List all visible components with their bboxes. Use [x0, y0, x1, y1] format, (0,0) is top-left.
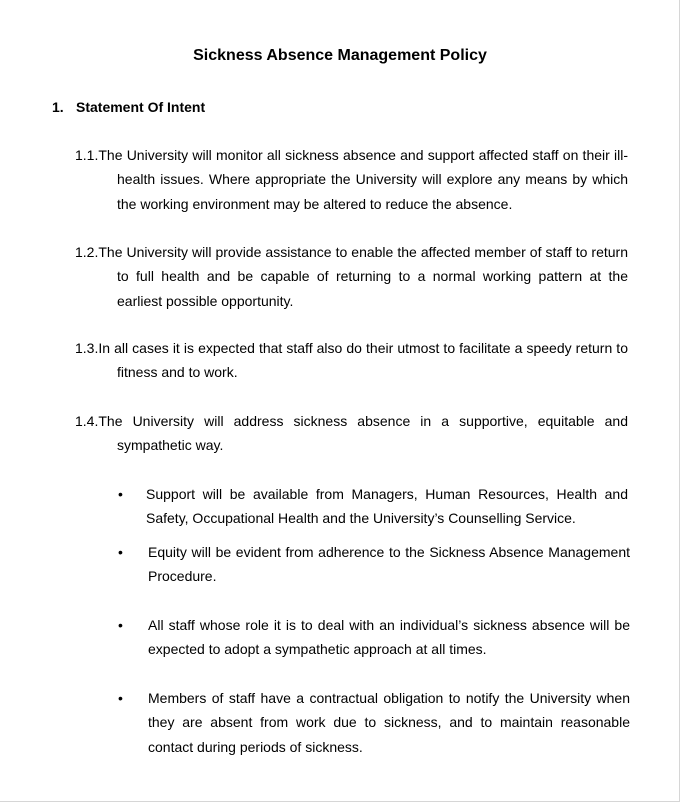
paragraph-number: 1.4. [75, 413, 99, 429]
section-number: 1. [52, 99, 64, 115]
bullet-text: Support will be available from Managers, Human Resources, Health and Safety, Occupational Health and the University’s Counselling Service. [146, 486, 628, 527]
bullet-item [118, 686, 630, 759]
paragraph-1-3 [75, 336, 628, 385]
bullet-icon: • [118, 690, 123, 706]
paragraph-1-1 [75, 143, 628, 216]
paragraph-1-4 [75, 409, 628, 458]
paragraph-number: 1.3. [75, 340, 99, 356]
document-title: Sickness Absence Management Policy [193, 47, 487, 64]
paragraph-number: 1.2. [75, 244, 99, 260]
paragraph-text: The University will provide assistance to enable the affected member of staff to return to full health and be capable of returning to a normal working pattern at the earliest possible opportunity. [98, 244, 628, 309]
paragraph-text: In all cases it is expected that staff also do their utmost to facilitate a speedy return to fitness and to work. [98, 340, 628, 381]
bullet-icon: • [118, 486, 123, 502]
bullet-text: Equity will be evident from adherence to the Sickness Absence Management Procedure. [148, 544, 630, 585]
paragraph-number: 1.1. [75, 147, 99, 163]
section-heading [52, 97, 205, 117]
paragraph-text: The University will address sickness absence in a supportive, equitable and sympathetic way. [98, 413, 628, 454]
bullet-item [118, 613, 630, 662]
bullet-item [118, 540, 630, 589]
bullet-item [118, 482, 628, 531]
section-heading-text: Statement Of Intent [76, 99, 206, 115]
bullet-icon: • [118, 617, 123, 633]
bullet-text: Members of staff have a contractual obligation to notify the University when they are absent from work due to sickness, and to maintain reasonable contact during periods of sickness. [148, 690, 630, 755]
bullet-text: All staff whose role it is to deal with an individual’s sickness absence will be expected to adopt a sympathetic approach at all times. [148, 617, 630, 658]
bullet-icon: • [118, 544, 123, 560]
paragraph-text: The University will monitor all sickness absence and support affected staff on their ill-health issues. Where appropriate the University will explore any means by which the working environment may be altered to reduce the absence. [98, 147, 628, 212]
paragraph-1-2 [75, 240, 628, 313]
